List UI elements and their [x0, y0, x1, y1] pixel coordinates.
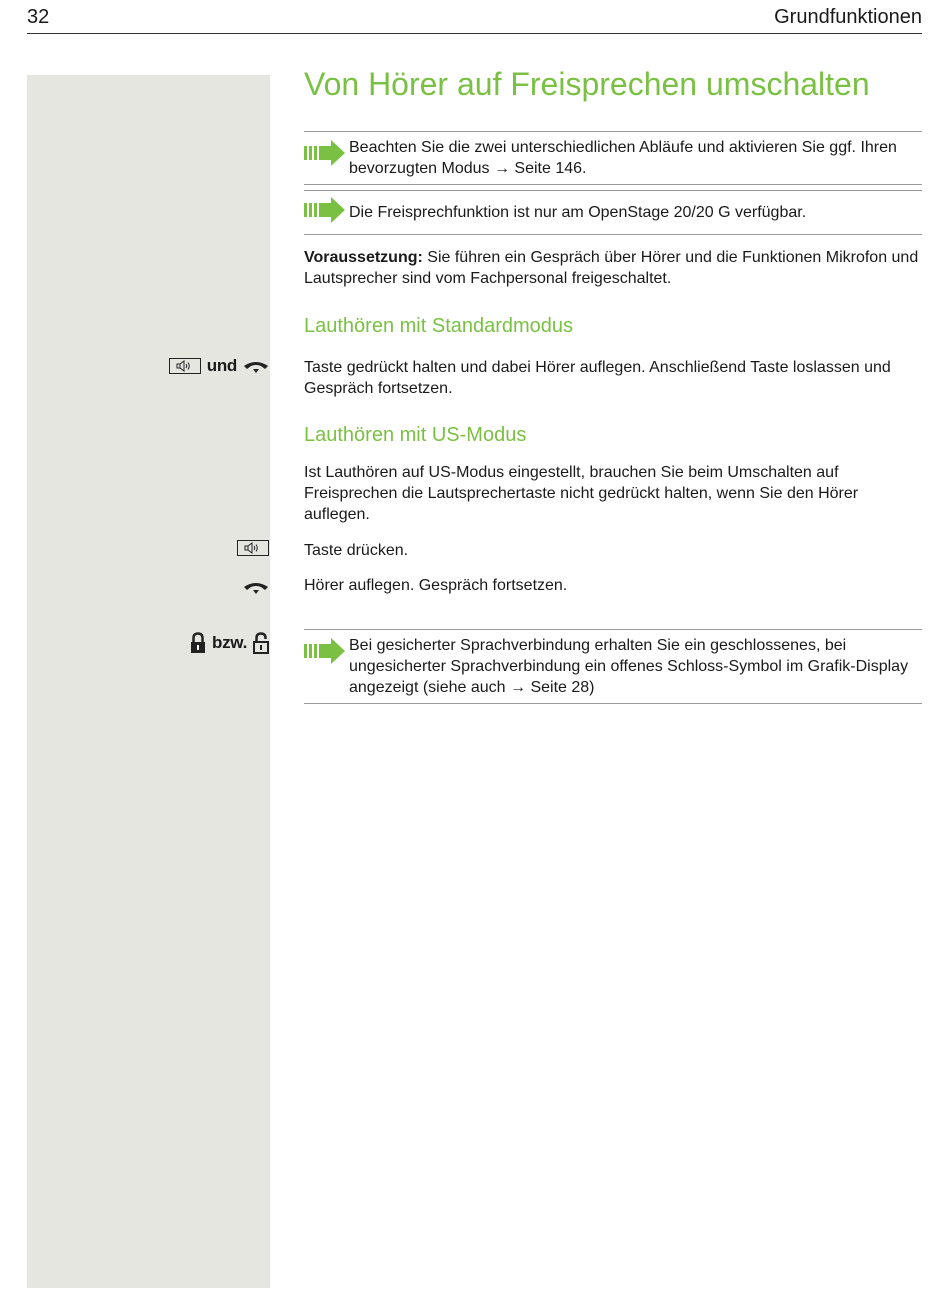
and-word: und	[206, 356, 237, 375]
arrow-note-icon	[304, 637, 346, 665]
page-number: 32	[27, 6, 50, 28]
us-mode-step-1: Taste drücken.	[304, 542, 409, 559]
subheading-standard-mode: Lauthören mit Standardmodus	[304, 315, 574, 337]
note-text: Beachten Sie die zwei unterschiedlichen Abläufe und aktivieren Sie ggf. Ihren bevorzugten Modus → Seite 146.	[349, 139, 897, 177]
speaker-key-icon	[169, 358, 201, 374]
section-title: Grundfunktionen	[774, 6, 922, 28]
sidebar-handset	[243, 578, 269, 596]
prerequisite-label: Voraussetzung:	[304, 249, 423, 266]
page-title: Von Hörer auf Freisprechen umschalten	[304, 66, 870, 102]
note-box-availability	[304, 190, 922, 235]
handset-hangup-icon	[243, 357, 269, 375]
lock-open-icon	[253, 632, 269, 654]
us-mode-intro: Ist Lauthören auf US-Modus eingestellt, brauchen Sie beim Umschalten auf Freisprechen die Lautsprechertaste nicht gedrückt halten, wenn Sie den Hörer auflegen.	[304, 464, 859, 523]
sidebar-speaker-key	[237, 540, 269, 556]
sidebar-column	[27, 75, 270, 1288]
header-divider	[27, 33, 922, 34]
subheading-us-mode: Lauthören mit US-Modus	[304, 424, 527, 446]
us-mode-step-2: Hörer auflegen. Gespräch fortsetzen.	[304, 577, 568, 594]
sidebar-lock-icons	[190, 632, 269, 654]
note-text: Die Freisprechfunktion ist nur am OpenStage 20/20 G verfügbar.	[349, 204, 807, 221]
note-text: Bei gesicherter Sprachverbindung erhalten Sie ein geschlossenes, bei ungesicherter Sprachverbindung ein offenes Schloss-Symbol im Grafik-Display angezeigt (siehe auch → Seite 28)	[349, 637, 909, 696]
arrow-note-icon	[304, 196, 346, 224]
or-word: bzw.	[212, 633, 247, 652]
speaker-key-icon	[237, 540, 269, 556]
note-box-secure-connection	[304, 629, 922, 704]
standard-mode-step: Taste gedrückt halten und dabei Hörer auflegen. Anschließend Taste loslassen und Gespräch fortsetzen.	[304, 359, 891, 397]
sidebar-speaker-and-handset	[169, 356, 269, 376]
note-box-modes	[304, 131, 922, 185]
prerequisite-text: Sie führen ein Gespräch über Hörer und die Funktionen Mikrofon und Lautsprecher sind vom Fachpersonal freigeschaltet.	[304, 249, 919, 287]
lock-closed-icon	[190, 632, 206, 654]
handset-hangup-icon	[243, 578, 269, 596]
prerequisite-paragraph	[304, 247, 922, 289]
arrow-note-icon	[304, 139, 346, 167]
